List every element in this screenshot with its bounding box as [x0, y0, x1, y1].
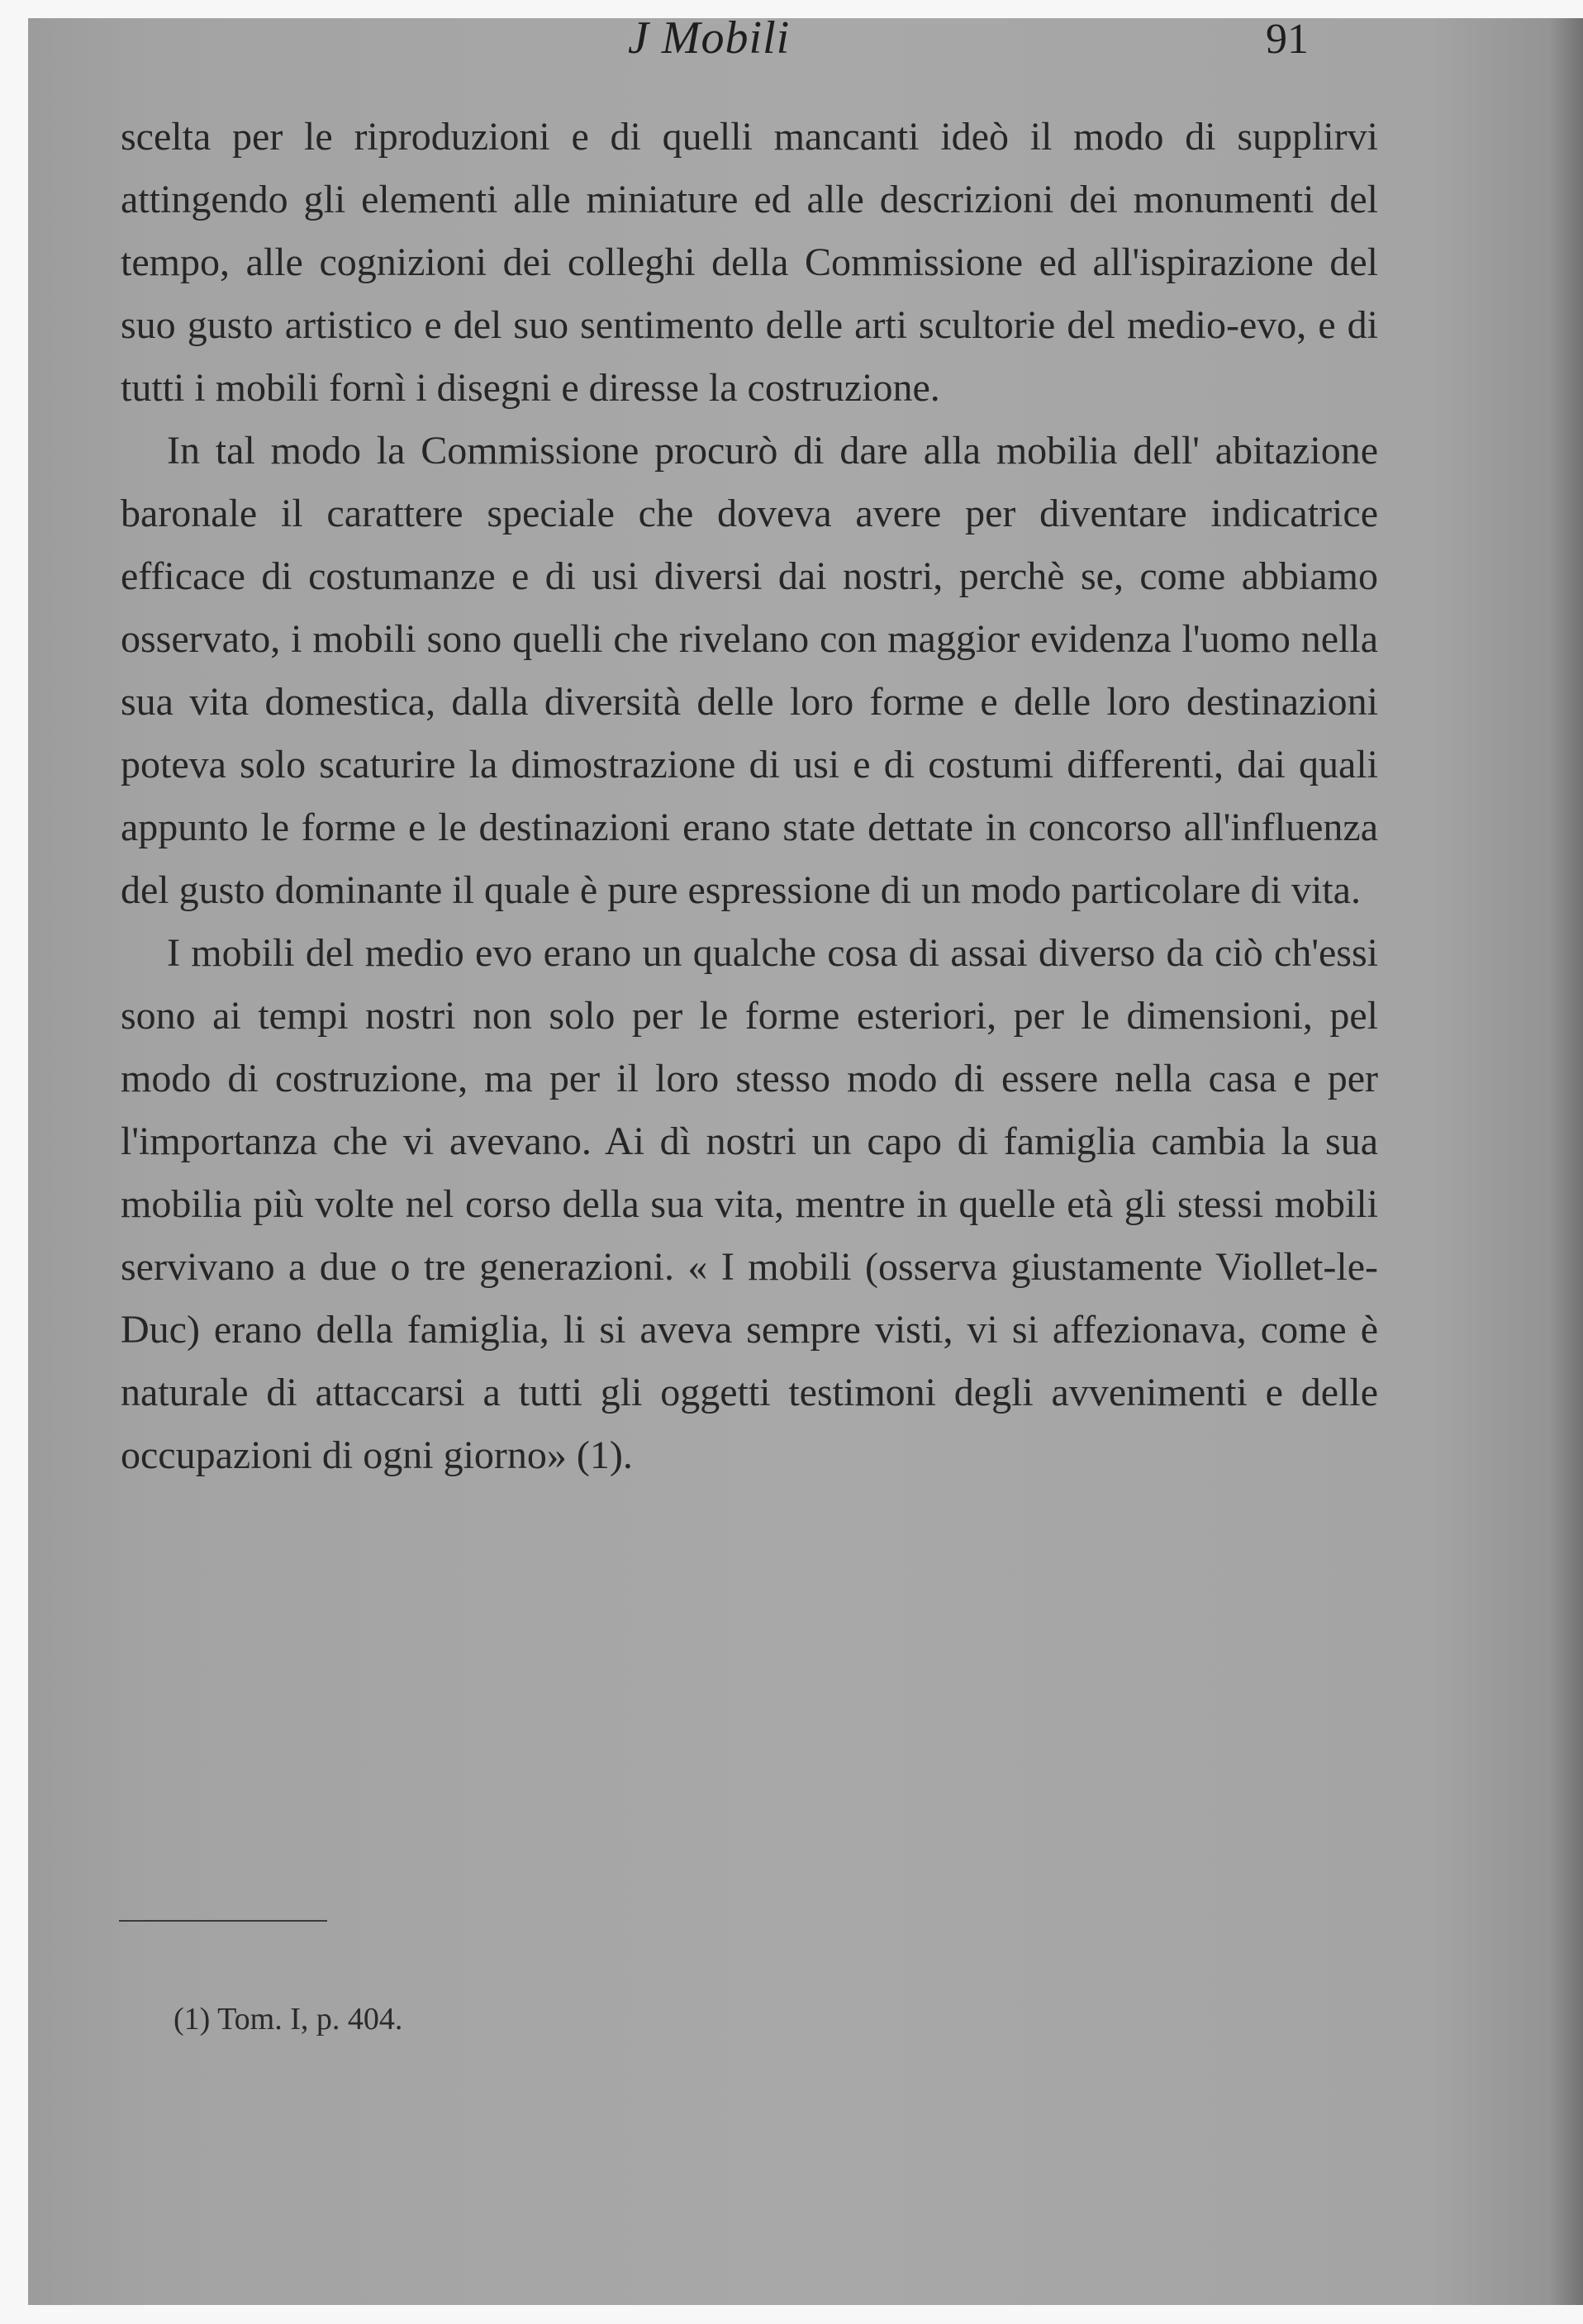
- main-text: [121, 106, 1378, 1487]
- page-header: [28, 12, 1583, 76]
- book-page: [28, 12, 1583, 2305]
- footnote-divider: [119, 1920, 327, 1922]
- page-edge-shadow: [1550, 18, 1583, 2305]
- paragraph-2: In tal modo la Commissione procurò di dare alla mobilia dell' abitazione baronale il carattere speciale che doveva avere per diventare indicatrice efficace di costumanze e di usi diversi dai nostri, perchè se, come abbiamo osservato, i mobili sono quelli che rivelano con maggior evidenza l'uomo nella sua vita domestica, dalla diversità delle loro forme e delle loro destinazioni poteva solo scaturire la dimostrazione di usi e di costumi differenti, dai quali appunto le forme e le destinazioni erano state dettate in concorso all'influenza del gusto dominante il quale è pure espressione di un modo particolare di vita.: [121, 429, 1378, 912]
- page-number: 91: [1266, 16, 1309, 63]
- paragraph-1: scelta per le riproduzioni e di quelli mancanti ideò il modo di supplirvi attingendo gli elementi alle miniature ed alle descrizioni dei monumenti del tempo, alle cognizioni dei colleghi della Commissione ed all'ispirazione del suo gusto artistico e del suo sentimento delle arti scultorie del medio-evo, e di tutti i mobili fornì i disegni e diresse la costruzione.: [121, 115, 1378, 410]
- running-title: J Mobili: [628, 12, 791, 64]
- paragraph-3: I mobili del medio evo erano un qualche cosa di assai diverso da ciò ch'essi sono ai tempi nostri non solo per le forme esteriori, per le dimensioni, pel modo di costruzione, ma per il loro stesso modo di essere nella casa e per l'importanza che vi avevano. Ai dì nostri un capo di famiglia cambia la sua mobilia più volte nel corso della sua vita, mentre in quelle età gli stessi mobili servivano a due o tre generazioni. « I mobili (osserva giustamente Viollet-le-Duc) erano della famiglia, li si aveva sempre visti, vi si affezionava, come è naturale di attaccarsi a tutti gli oggetti testimoni degli avvenimenti e delle occupazioni di ogni giorno» (1).: [121, 931, 1378, 1477]
- footnote: (1) Tom. I, p. 404.: [174, 2002, 403, 2036]
